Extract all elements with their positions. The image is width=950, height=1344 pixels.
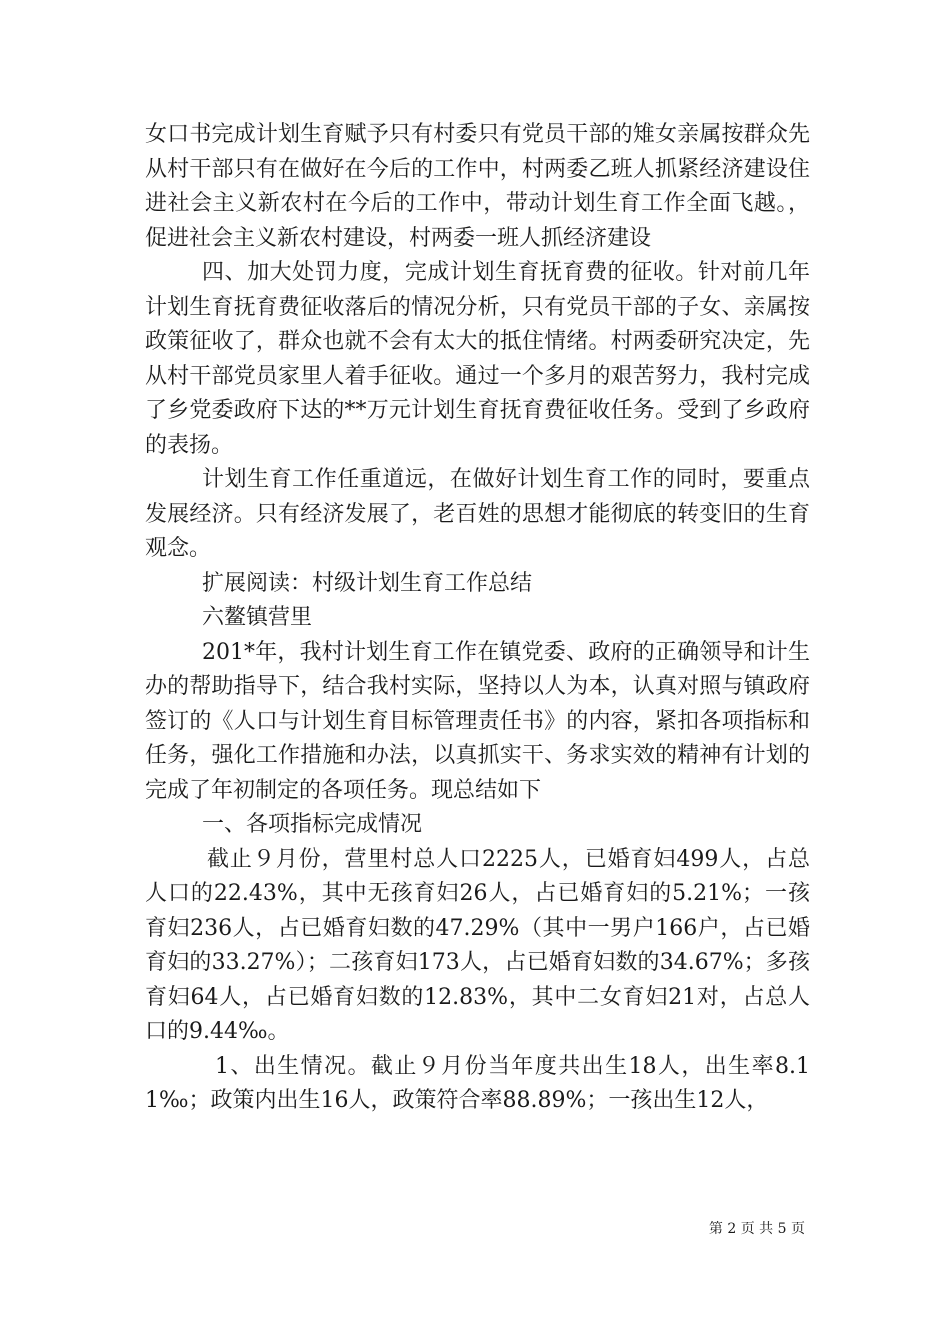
paragraph-extended-reading-title: 扩展阅读：村级计划生育工作总结 — [202, 570, 533, 596]
paragraph-birth-situation: 1、出生情况。截止９月份当年度共出生18人，出生率8.11‰；政策内出生16人，政策符合率88.89%；一孩出生12人， — [145, 1053, 810, 1113]
paragraph-conclusion: 计划生育工作任重道远，在做好计划生育工作的同时，要重点发展经济。只有经济发展了，老百姓的思想才能彻底的转变旧的生育观念。 — [145, 467, 810, 561]
paragraph-continuation: 女口书完成计划生育赋予只有村委只有党员干部的雉女亲属按群众先从村干部只有在做好在今后的工作中，村两委乙班人抓紧经济建设住进社会主义新农村在今后的工作中，带动计划生育工作全面飞越。，促进社会主义新农村建设，村两委一班人抓经济建设 — [145, 122, 810, 251]
page-number-footer: 第 2 页 共 5 页 — [708, 1221, 805, 1237]
paragraph-statistics: 截止９月份，营里村总人口2225人，已婚育妇499人，占总人口的22.43%，其中无孩育妇26人，占已婚育妇的5.21%；一孩育妇236人，占已婚育妇数的47.29%（其中一男户166户，占已婚育妇的33.27%）；二孩育妇173人，占已婚育妇数的34.67%；多孩育妇64人，占已婚育妇数的12.83%，其中二女育妇21对，占总人口的9.44‰。 — [145, 846, 810, 1044]
paragraph-section-heading: 一、各项指标完成情况 — [202, 812, 423, 837]
paragraph-section-four: 四、加大处罚力度，完成计划生育抚育费的征收。针对前几年计划生育抚育费征收落后的情况分析，只有党员干部的子女、亲属按政策征收了，群众也就不会有太大的抵住情绪。村两委研究决定，先从村干部党员家里人着手征收。通过一个多月的艰苦努力，我村完成了乡党委政府下达的**万元计划生育抚育费征收任务。受到了乡政府的表扬。 — [145, 260, 810, 458]
paragraph-author: 六鳌镇营里 — [202, 605, 313, 630]
paragraph-intro: 201*年，我村计划生育工作在镇党委、政府的正确领导和计生办的帮助指导下，结合我村实际，坚持以人为本，认真对照与镇政府签订的《人口与计划生育目标管理责任书》的内容，紧扣各项指标和任务，强化工作措施和办法，以真抓实干、务求实效的精神有计划的完成了年初制定的各项任务。现总结如下 — [145, 639, 810, 803]
document-body — [145, 118, 810, 1119]
